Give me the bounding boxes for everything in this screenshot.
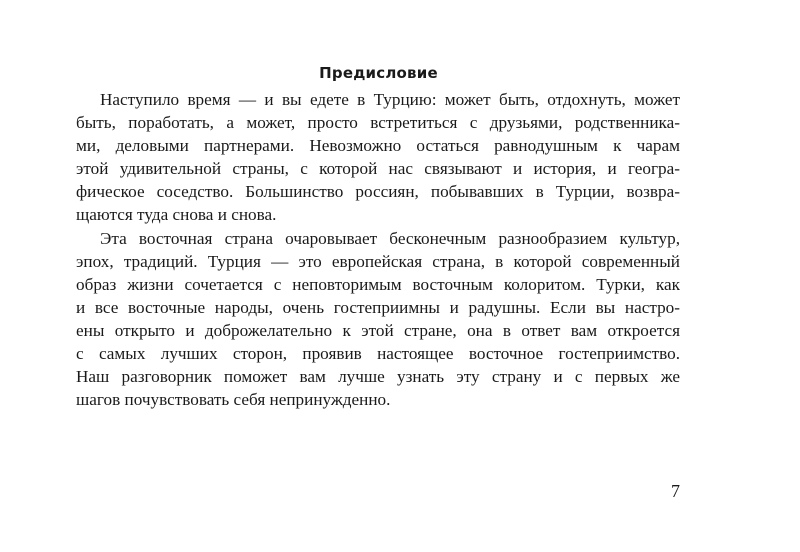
paragraph-line: ены открыто и доброжелательно к этой стране, она в ответ вам откроется (76, 320, 680, 340)
section-heading: Предисловие (319, 64, 438, 82)
page-number: 7 (671, 481, 680, 501)
paragraph-line: быть, поработать, а может, просто встретиться с друзьями, родственника- (76, 113, 680, 133)
paragraph-line: и все восточные народы, очень гостеприимны и радушны. Если вы настро- (76, 297, 680, 317)
paragraph-line: эпох, традиций. Турция — это европейская страна, в которой современный (76, 251, 680, 271)
paragraph-1 (76, 88, 680, 227)
paragraph-line: с самых лучших сторон, проявив настоящее восточное гостеприимство. (76, 344, 680, 364)
paragraph-line: фическое соседство. Большинство россиян, побывавших в Турции, возвра- (76, 182, 680, 202)
paragraph-line: шагов почувствовать себя непринужденно. (76, 390, 391, 410)
paragraph-line: ми, деловыми партнерами. Невозможно остаться равнодушным к чарам (76, 136, 680, 156)
paragraph-2 (76, 227, 680, 412)
paragraph-line: этой удивительной страны, с которой нас связывают и история, и геогра- (76, 159, 680, 179)
paragraph-line: Наступило время — и вы едете в Турцию: может быть, отдохнуть, может (100, 90, 680, 109)
paragraph-line: Эта восточная страна очаровывает бесконечным разнообразием культур, (100, 228, 680, 248)
paragraph-line: образ жизни сочетается с неповторимым восточным колоритом. Турки, как (76, 274, 680, 294)
paragraph-line: Наш разговорник поможет вам лучше узнать эту страну и с первых же (76, 367, 680, 387)
body-text (76, 88, 680, 411)
paragraph-line: щаются туда снова и снова. (76, 205, 277, 225)
